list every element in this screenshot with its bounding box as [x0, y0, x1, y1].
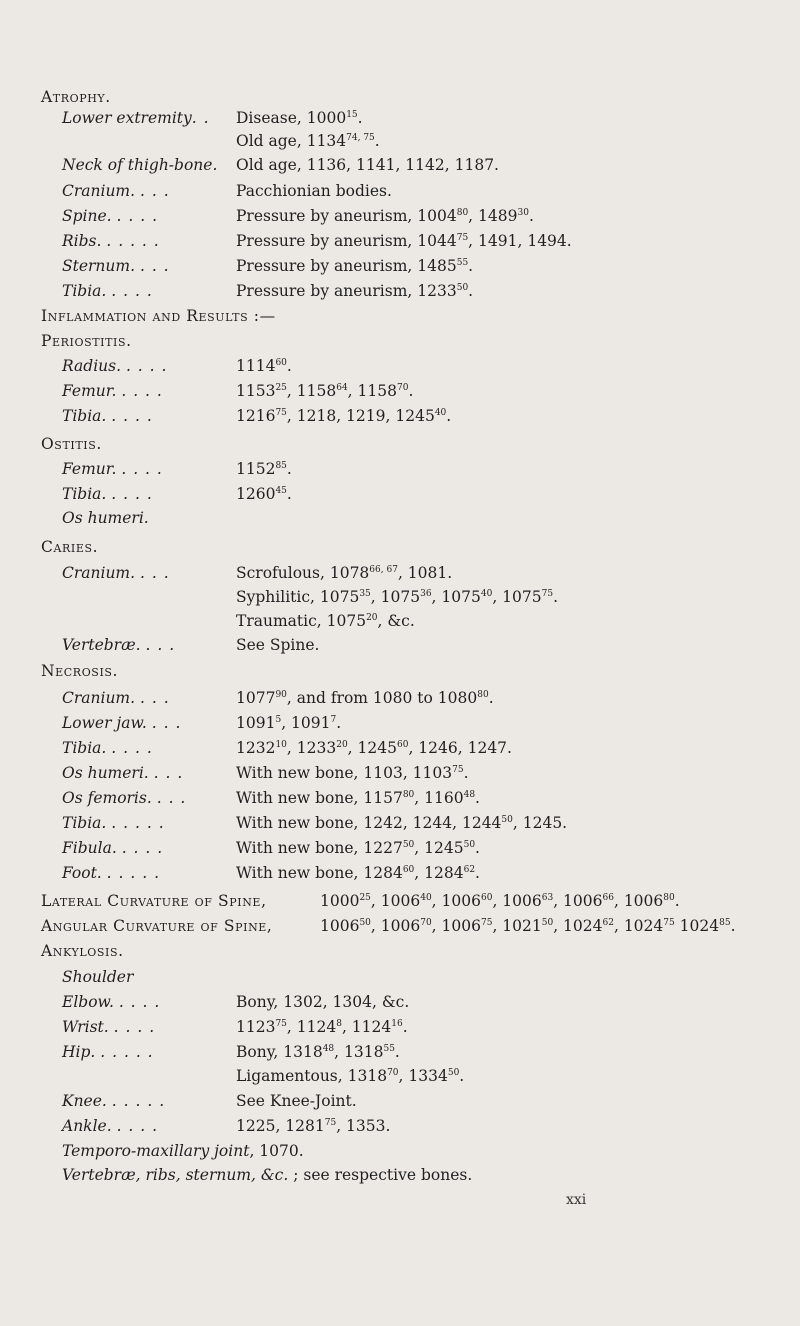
entry-value: 1216$^{75}$, 1218, 1219, 1245$^{40}$. — [236, 407, 452, 425]
vertebrae-note-text: Vertebræ, ribs, sternum, &c. ; see respective bones. — [62, 1166, 473, 1184]
ostitis-heading-text: Ostitis. — [41, 435, 102, 453]
entry-value: 1260$^{45}$. — [236, 485, 292, 503]
entry-label: Wrist. . . . . — [62, 1018, 156, 1036]
entry-label: Lower extremity. . — [62, 109, 210, 127]
lateral-curvature-label: Lateral Curvature of Spine, — [41, 892, 267, 910]
caries-heading-text: Caries. — [41, 538, 99, 556]
entry-value: Old age, 1136, 1141, 1142, 1187. — [236, 156, 499, 174]
entry-label: Vertebræ. . . . — [62, 636, 176, 654]
entry-value: See Knee-Joint. — [236, 1092, 357, 1110]
entry-label: Tibia. . . . . — [62, 282, 153, 300]
entry-label: Elbow. . . . . — [62, 993, 161, 1011]
entry-label: Sternum. . . . — [62, 257, 170, 275]
entry-label: Femur. . . . . — [62, 382, 163, 400]
entry-value: Pressure by aneurism, 1233$^{50}$. — [236, 282, 474, 300]
entry-value: 1123$^{75}$, 1124$^8$, 1124$^{16}$. — [236, 1018, 408, 1036]
entry-value: Syphilitic, 1075$^{35}$, 1075$^{36}$, 1075$^{40}$, 1075$^{75}$. — [236, 588, 559, 606]
angular-curvature-label: Angular Curvature of Spine, — [41, 917, 273, 935]
entry-value: Scrofulous, 1078$^{66, 67}$, 1081. — [236, 564, 453, 582]
entry-label: Cranium. . . . — [62, 564, 170, 582]
entry-value: Pacchionian bodies. — [236, 182, 392, 200]
entry-label: Os humeri. — [62, 509, 149, 527]
entry-value: Pressure by aneurism, 1004$^{80}$, 1489$^{30}$. — [236, 207, 534, 225]
atrophy-heading-text: Atrophy. — [41, 88, 111, 106]
entry-label: Tibia. . . . . . — [62, 814, 165, 832]
entry-value: With new bone, 1157$^{80}$, 1160$^{48}$. — [236, 789, 480, 807]
entry-value: Old age, 1134$^{74, 75}$. — [236, 132, 380, 150]
entry-value: 1225, 1281$^{75}$, 1353. — [236, 1117, 391, 1135]
entry-value: See Spine. — [236, 636, 320, 654]
entry-value: 1153$^{25}$, 1158$^{64}$, 1158$^{70}$. — [236, 382, 414, 400]
entry-value: 1091$^5$, 1091$^7$. — [236, 714, 342, 732]
entry-value: 1077$^{90}$, and from 1080 to 1080$^{80}$. — [236, 689, 494, 707]
temporo-maxillary-text: Temporo-maxillary joint, 1070. — [62, 1142, 304, 1160]
entry-value: With new bone, 1103, 1103$^{75}$. — [236, 764, 469, 782]
entry-value: With new bone, 1284$^{60}$, 1284$^{62}$. — [236, 864, 480, 882]
entry-label: Cranium. . . . — [62, 182, 170, 200]
angular-curvature-value: 1006$^{50}$, 1006$^{70}$, 1006$^{75}$, 1021$^{50}$, 1024$^{62}$, 1024$^{75}$ 1024$^{85}$. — [320, 917, 736, 935]
entry-value: 1114$^{60}$. — [236, 357, 292, 375]
entry-label: Hip. . . . . . — [62, 1043, 154, 1061]
lateral-curvature-value: 1000$^{25}$, 1006$^{40}$, 1006$^{60}$, 1006$^{63}$, 1006$^{66}$, 1006$^{80}$. — [320, 892, 680, 910]
entry-label: Neck of thigh-bone. — [62, 156, 218, 174]
entry-label: Foot. . . . . . — [62, 864, 161, 882]
page-number: xxi — [566, 1192, 587, 1208]
entry-label: Lower jaw. . . . — [62, 714, 182, 732]
entry-label: Tibia. . . . . — [62, 485, 153, 503]
entry-label: Os femoris. . . . — [62, 789, 187, 807]
entry-value: Bony, 1302, 1304, &c. — [236, 993, 410, 1011]
entry-label: Cranium. . . . — [62, 689, 170, 707]
entry-label: Tibia. . . . . — [62, 407, 153, 425]
entry-label: Spine. . . . . — [62, 207, 159, 225]
entry-value: With new bone, 1227$^{50}$, 1245$^{50}$. — [236, 839, 480, 857]
entry-value: Pressure by aneurism, 1044$^{75}$, 1491, 1494. — [236, 232, 572, 250]
entry-label: Shoulder — [62, 968, 134, 986]
inflammation-heading-text: Inflammation and Results :— — [41, 307, 276, 325]
entry-label: Knee. . . . . . — [62, 1092, 166, 1110]
entry-label: Radius. . . . . — [62, 357, 168, 375]
entry-value: Ligamentous, 1318$^{70}$, 1334$^{50}$. — [236, 1067, 465, 1085]
entry-value: With new bone, 1242, 1244, 1244$^{50}$, 1245. — [236, 814, 568, 832]
entry-label: Fibula. . . . . — [62, 839, 164, 857]
ankylosis-heading-text: Ankylosis. — [41, 942, 124, 960]
entry-label: Tibia. . . . . — [62, 739, 153, 757]
entry-label: Femur. . . . . — [62, 460, 163, 478]
entry-label: Ribs. . . . . . — [62, 232, 160, 250]
periostitis-heading-text: Periostitis. — [41, 332, 132, 350]
entry-value: Disease, 1000$^{15}$. — [236, 109, 363, 127]
entry-label: Ankle. . . . . — [62, 1117, 159, 1135]
entry-value: 1232$^{10}$, 1233$^{20}$, 1245$^{60}$, 1246, 1247. — [236, 739, 512, 757]
entry-value: Traumatic, 1075$^{20}$, &c. — [236, 612, 415, 630]
entry-label: Os humeri. . . . — [62, 764, 184, 782]
entry-value: Bony, 1318$^{48}$, 1318$^{55}$. — [236, 1043, 400, 1061]
entry-value: 1152$^{85}$. — [236, 460, 292, 478]
entry-value: Pressure by aneurism, 1485$^{55}$. — [236, 257, 474, 275]
necrosis-heading-text: Necrosis. — [41, 662, 119, 680]
